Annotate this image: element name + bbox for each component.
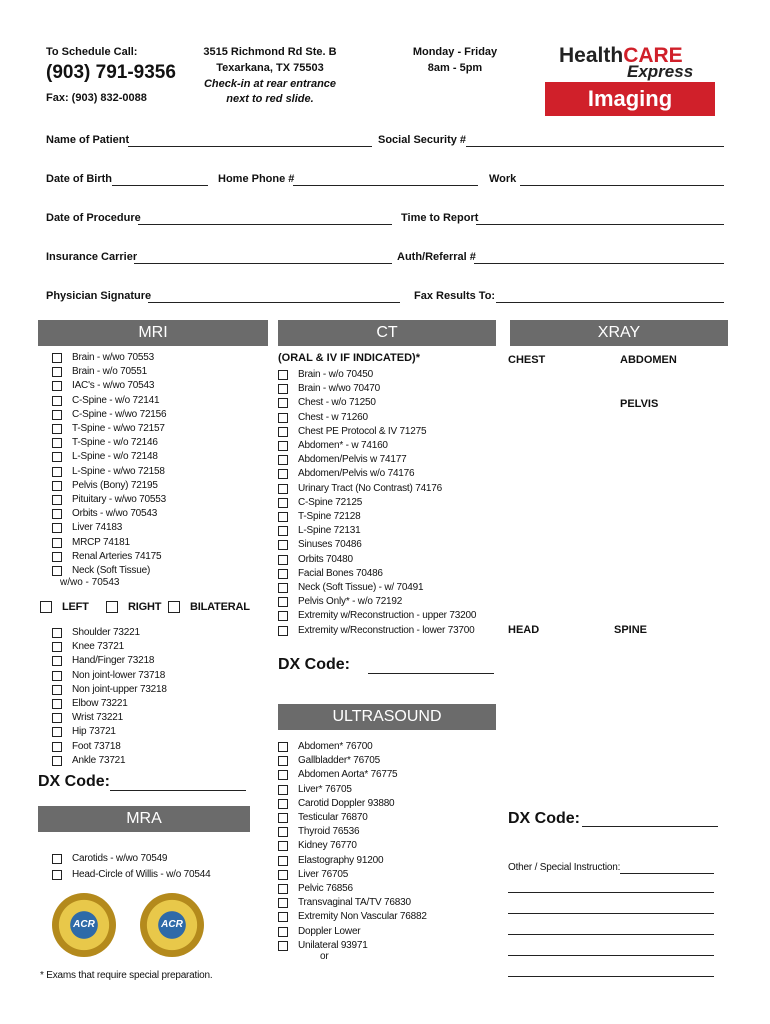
mri-joint-checkbox[interactable] xyxy=(52,671,62,681)
ct-exam-label: Abdomen* - w 74160 xyxy=(298,440,388,451)
xray-abdomen-title: ABDOMEN xyxy=(620,354,677,366)
mri-joint-label: Wrist 73221 xyxy=(72,712,123,724)
ultrasound-exam-checkbox[interactable] xyxy=(278,856,288,866)
mra-exam-label: Carotids - w/wo 70549 xyxy=(72,853,168,864)
mri-side-left-label: LEFT xyxy=(62,601,89,613)
mri-exam-label: T-Spine - w/wo 72157 xyxy=(72,423,165,434)
ultrasound-exam-checkbox[interactable] xyxy=(278,785,288,795)
ultrasound-exam-label: Pelvic 76856 xyxy=(298,883,353,894)
auth-referral-field[interactable] xyxy=(474,263,724,264)
other-instructions-line-4[interactable] xyxy=(508,934,714,935)
mri-exam-checkbox[interactable] xyxy=(52,381,62,391)
mri-exam-checkbox[interactable] xyxy=(52,452,62,462)
ct-exam-checkbox[interactable] xyxy=(278,370,288,380)
mra-header: MRA xyxy=(38,806,250,832)
checkin-line-2: next to red slide. xyxy=(226,93,314,105)
mri-exam-checkbox[interactable] xyxy=(52,353,62,363)
other-instructions-line-3[interactable] xyxy=(508,913,714,914)
ultrasound-exam-label: Testicular 76870 xyxy=(298,812,368,823)
acr-accreditation-seal-2 xyxy=(140,893,204,957)
ct-exam-checkbox[interactable] xyxy=(278,555,288,565)
mri-joint-checkbox[interactable] xyxy=(52,742,62,752)
dob-label: Date of Birth xyxy=(46,173,112,185)
business-days: Monday - Friday xyxy=(412,46,498,58)
mri-exam-label: Neck (Soft Tissue) xyxy=(72,565,151,576)
ct-exam-checkbox[interactable] xyxy=(278,540,288,550)
mri-exam-checkbox[interactable] xyxy=(52,410,62,420)
ultrasound-exam-checkbox[interactable] xyxy=(278,898,288,908)
ultrasound-exam-checkbox[interactable] xyxy=(278,813,288,823)
ct-exam-checkbox[interactable] xyxy=(278,384,288,394)
mri-joint-label: Non joint-upper 73218 xyxy=(72,683,167,695)
ultrasound-exam-checkbox[interactable] xyxy=(278,756,288,766)
mri-exam-checkbox[interactable] xyxy=(52,509,62,519)
mri-side-bilateral-label: BILATERAL xyxy=(190,601,250,613)
mri-joint-checkbox[interactable] xyxy=(52,727,62,737)
ultrasound-exam-label: Liver* 76705 xyxy=(298,783,352,795)
acr-seal-2-text: ACR xyxy=(161,919,183,930)
ct-exam-label: Chest - w 71260 xyxy=(298,411,368,423)
mri-joint-label: Ankle 73721 xyxy=(72,754,126,766)
phone-number: (903) 791-9356 xyxy=(46,62,176,83)
ct-exam-checkbox[interactable] xyxy=(278,441,288,451)
ultrasound-exam-label: Abdomen Aorta* 76775 xyxy=(298,769,398,781)
mri-exam-label: IAC's - w/wo 70543 xyxy=(72,380,155,392)
ct-exam-checkbox[interactable] xyxy=(278,583,288,593)
ultrasound-exam-checkbox[interactable] xyxy=(278,912,288,922)
ultrasound-exam-checkbox[interactable] xyxy=(278,927,288,937)
ssn-label: Social Security # xyxy=(378,134,467,146)
mri-exam-checkbox[interactable] xyxy=(52,438,62,448)
mri-side-left-checkbox[interactable] xyxy=(40,601,52,613)
mri-side-bilateral-checkbox[interactable] xyxy=(168,601,180,613)
mri-exam-checkbox[interactable] xyxy=(52,396,62,406)
physician-signature-field[interactable] xyxy=(148,302,400,303)
mri-exam-label: Orbits - w/wo 70543 xyxy=(72,508,158,520)
ultrasound-exam-checkbox[interactable] xyxy=(278,841,288,851)
mri-joint-label: Non joint-lower 73718 xyxy=(72,669,166,681)
xray-chest-title: CHEST xyxy=(508,354,546,366)
other-instructions-line-2[interactable] xyxy=(508,892,714,893)
schedule-label: To Schedule Call: xyxy=(46,46,138,58)
ultrasound-exam-checkbox[interactable] xyxy=(278,770,288,780)
ct-exam-checkbox[interactable] xyxy=(278,498,288,508)
logo-care: CARE xyxy=(623,44,683,67)
checkin-line-1: Check-in at rear entrance xyxy=(203,78,337,90)
ct-header: CT xyxy=(278,320,496,346)
mra-exam-checkbox[interactable] xyxy=(52,870,62,880)
ct-indication-note: (ORAL & IV IF INDICATED)* xyxy=(278,352,420,364)
ct-exam-checkbox[interactable] xyxy=(278,512,288,522)
home-phone-label: Home Phone # xyxy=(218,173,295,185)
ultrasound-exam-label: Abdomen* 76700 xyxy=(298,741,373,752)
ultrasound-exam-label: Doppler Lower xyxy=(298,925,361,937)
physician-signature-label: Physician Signature xyxy=(46,290,152,302)
mri-exam-label: Brain - w/wo 70553 xyxy=(72,352,155,363)
mri-joint-label: Hip 73721 xyxy=(72,726,116,738)
mri-joint-label: Elbow 73221 xyxy=(72,698,128,709)
ultrasound-exam-checkbox[interactable] xyxy=(278,941,288,951)
time-to-report-label: Time to Report xyxy=(401,212,479,224)
time-to-report-field[interactable] xyxy=(476,224,724,225)
mri-joint-checkbox[interactable] xyxy=(52,756,62,766)
ct-exam-label: Brain - w/wo 70470 xyxy=(298,383,381,395)
home-phone-field[interactable] xyxy=(293,185,478,186)
ultrasound-exam-label: Liver 76705 xyxy=(298,868,349,880)
xray-header: XRAY xyxy=(510,320,728,346)
ct-exam-label: Chest PE Protocol & IV 71275 xyxy=(298,425,427,437)
ct-exam-label: Brain - w/o 70450 xyxy=(298,369,373,380)
patient-name-field[interactable] xyxy=(128,146,372,147)
fax-results-field[interactable] xyxy=(496,302,724,303)
ct-exam-checkbox[interactable] xyxy=(278,469,288,479)
ct-exam-label: Abdomen/Pelvis w/o 74176 xyxy=(298,468,415,480)
logo-imaging-banner: Imaging xyxy=(545,82,715,116)
ct-exam-label: Abdomen/Pelvis w 74177 xyxy=(298,454,407,466)
auth-referral-label: Auth/Referral # xyxy=(397,251,476,263)
ct-exam-label: C-Spine 72125 xyxy=(298,496,363,508)
mri-exam-label: Renal Arteries 74175 xyxy=(72,550,162,562)
ct-exam-label: Pelvis Only* - w/o 72192 xyxy=(298,596,403,608)
ultrasound-header: ULTRASOUND xyxy=(278,704,496,730)
xray-spine-title: SPINE xyxy=(614,624,648,636)
mri-exam-checkbox[interactable] xyxy=(52,566,62,576)
ct-exam-checkbox[interactable] xyxy=(278,611,288,621)
ultrasound-exam-checkbox[interactable] xyxy=(278,827,288,837)
mri-exam-label: Pituitary - w/wo 70553 xyxy=(72,494,166,505)
ct-exam-checkbox[interactable] xyxy=(278,526,288,536)
insurance-label: Insurance Carrier xyxy=(46,251,138,263)
ultrasound-exam-label: Thyroid 76536 xyxy=(298,826,360,838)
ct-exam-checkbox[interactable] xyxy=(278,427,288,437)
mri-exam-label: MRCP 74181 xyxy=(72,536,130,548)
work-phone-field[interactable] xyxy=(520,185,724,186)
fax-number: Fax: (903) 832-0088 xyxy=(46,92,147,104)
mri-exam-checkbox[interactable] xyxy=(52,481,62,491)
mra-exam-checkbox[interactable] xyxy=(52,854,62,864)
ct-exam-checkbox[interactable] xyxy=(278,626,288,636)
mri-side-right-checkbox[interactable] xyxy=(106,601,118,613)
ct-exam-checkbox[interactable] xyxy=(278,413,288,423)
mri-exam-checkbox[interactable] xyxy=(52,552,62,562)
ct-exam-label: Urinary Tract (No Contrast) 74176 xyxy=(298,482,443,494)
acr-accreditation-seal-1 xyxy=(52,893,116,957)
ultrasound-exam-label: Elastography 91200 xyxy=(298,854,384,866)
ct-exam-checkbox[interactable] xyxy=(278,398,288,408)
mri-header: MRI xyxy=(38,320,268,346)
ct-exam-label: Extremity w/Reconstruction - lower 73700 xyxy=(298,624,475,636)
ultrasound-exam-checkbox[interactable] xyxy=(278,742,288,752)
ultrasound-exam-label: Transvaginal TA/TV 76830 xyxy=(298,897,411,909)
mri-exam-label: L-Spine - w/o 72148 xyxy=(72,451,158,463)
mri-exam-label: L-Spine - w/wo 72158 xyxy=(72,465,165,477)
ultrasound-exam-label: Kidney 76770 xyxy=(298,840,357,852)
ct-exam-label: T-Spine 72128 xyxy=(298,511,361,522)
mri-exam-checkbox[interactable] xyxy=(52,424,62,434)
mri-joint-label: Foot 73718 xyxy=(72,740,121,752)
special-prep-footnote: * Exams that require special preparation. xyxy=(40,970,213,981)
ct-exam-checkbox[interactable] xyxy=(278,455,288,465)
mri-exam-label: Brain - w/o 70551 xyxy=(72,366,147,378)
ct-exam-label: Orbits 70480 xyxy=(298,553,353,565)
address-line-2: Texarkana, TX 75503 xyxy=(216,62,324,74)
ultrasound-exam-label: Unilateral 93971 xyxy=(298,939,368,951)
fax-results-label: Fax Results To: xyxy=(414,290,496,302)
other-instructions-line-1[interactable] xyxy=(620,873,714,874)
work-phone-label: Work xyxy=(489,173,517,185)
mri-joint-checkbox[interactable] xyxy=(52,642,62,652)
mri-exam-checkbox[interactable] xyxy=(52,538,62,548)
mri-joint-checkbox[interactable] xyxy=(52,699,62,709)
mri-dx-label: DX Code: xyxy=(38,773,110,790)
business-hours: 8am - 5pm xyxy=(427,62,483,74)
mri-exam-label: Liver 74183 xyxy=(72,522,123,534)
mri-neck-line-2: w/wo - 70543 xyxy=(60,577,120,588)
other-instructions-label: Other / Special Instruction: xyxy=(508,862,621,873)
mri-dx-field[interactable] xyxy=(110,790,246,791)
address-line-1: 3515 Richmond Rd Ste. B xyxy=(203,46,337,58)
mri-joint-checkbox[interactable] xyxy=(52,628,62,638)
xray-pelvis-title: PELVIS xyxy=(620,398,659,410)
ultrasound-exam-checkbox[interactable] xyxy=(278,799,288,809)
ct-exam-label: Extremity w/Reconstruction - upper 73200 xyxy=(298,610,477,622)
insurance-field[interactable] xyxy=(134,263,392,264)
dob-field[interactable] xyxy=(112,185,208,186)
mri-joint-label: Shoulder 73221 xyxy=(72,627,140,638)
mri-exam-checkbox[interactable] xyxy=(52,467,62,477)
procedure-date-label: Date of Procedure xyxy=(46,212,141,224)
mri-exam-label: C-Spine - w/wo 72156 xyxy=(72,408,167,420)
acr-seal-1-text: ACR xyxy=(73,919,95,930)
ct-exam-checkbox[interactable] xyxy=(278,569,288,579)
mri-side-right-label: RIGHT xyxy=(128,601,162,613)
mri-exam-label: T-Spine - w/o 72146 xyxy=(72,437,158,449)
ultrasound-exam-label: Carotid Doppler 93880 xyxy=(298,797,395,809)
ultrasound-or: or xyxy=(320,951,329,962)
ct-exam-label: L-Spine 72131 xyxy=(298,525,361,537)
xray-dx-label: DX Code: xyxy=(508,810,580,827)
procedure-date-field[interactable] xyxy=(138,224,392,225)
ultrasound-exam-label: Gallbladder* 76705 xyxy=(298,755,381,767)
mri-exam-checkbox[interactable] xyxy=(52,495,62,505)
mri-exam-checkbox[interactable] xyxy=(52,367,62,377)
mri-exam-label: C-Spine - w/o 72141 xyxy=(72,394,160,406)
healthcare-express-logo xyxy=(545,44,715,116)
mri-exam-label: Pelvis (Bony) 72195 xyxy=(72,479,158,491)
ultrasound-exam-checkbox[interactable] xyxy=(278,884,288,894)
mri-joint-checkbox[interactable] xyxy=(52,685,62,695)
ct-exam-label: Neck (Soft Tissue) - w/ 70491 xyxy=(298,582,424,593)
ct-dx-label: DX Code: xyxy=(278,656,350,673)
mra-exam-label: Head-Circle of Willis - w/o 70544 xyxy=(72,869,211,880)
mri-joint-checkbox[interactable] xyxy=(52,656,62,666)
other-instructions-line-5[interactable] xyxy=(508,955,714,956)
ssn-field[interactable] xyxy=(466,146,724,147)
ct-exam-label: Facial Bones 70486 xyxy=(298,567,383,579)
mri-joint-checkbox[interactable] xyxy=(52,713,62,723)
ultrasound-exam-checkbox[interactable] xyxy=(278,870,288,880)
ct-exam-checkbox[interactable] xyxy=(278,597,288,607)
mri-joint-label: Hand/Finger 73218 xyxy=(72,655,155,667)
ct-exam-label: Chest - w/o 71250 xyxy=(298,397,376,409)
ct-dx-field[interactable] xyxy=(368,673,494,674)
other-instructions-line-6[interactable] xyxy=(508,976,714,977)
ct-exam-label: Sinuses 70486 xyxy=(298,539,362,551)
logo-express: Express xyxy=(627,62,694,81)
xray-dx-field[interactable] xyxy=(582,826,718,827)
logo-health: Health xyxy=(559,44,624,67)
ct-exam-checkbox[interactable] xyxy=(278,484,288,494)
mri-joint-label: Knee 73721 xyxy=(72,641,124,653)
patient-name-label: Name of Patient xyxy=(46,134,130,146)
xray-head-title: HEAD xyxy=(508,624,540,636)
mri-exam-checkbox[interactable] xyxy=(52,523,62,533)
ultrasound-exam-label: Extremity Non Vascular 76882 xyxy=(298,911,427,923)
